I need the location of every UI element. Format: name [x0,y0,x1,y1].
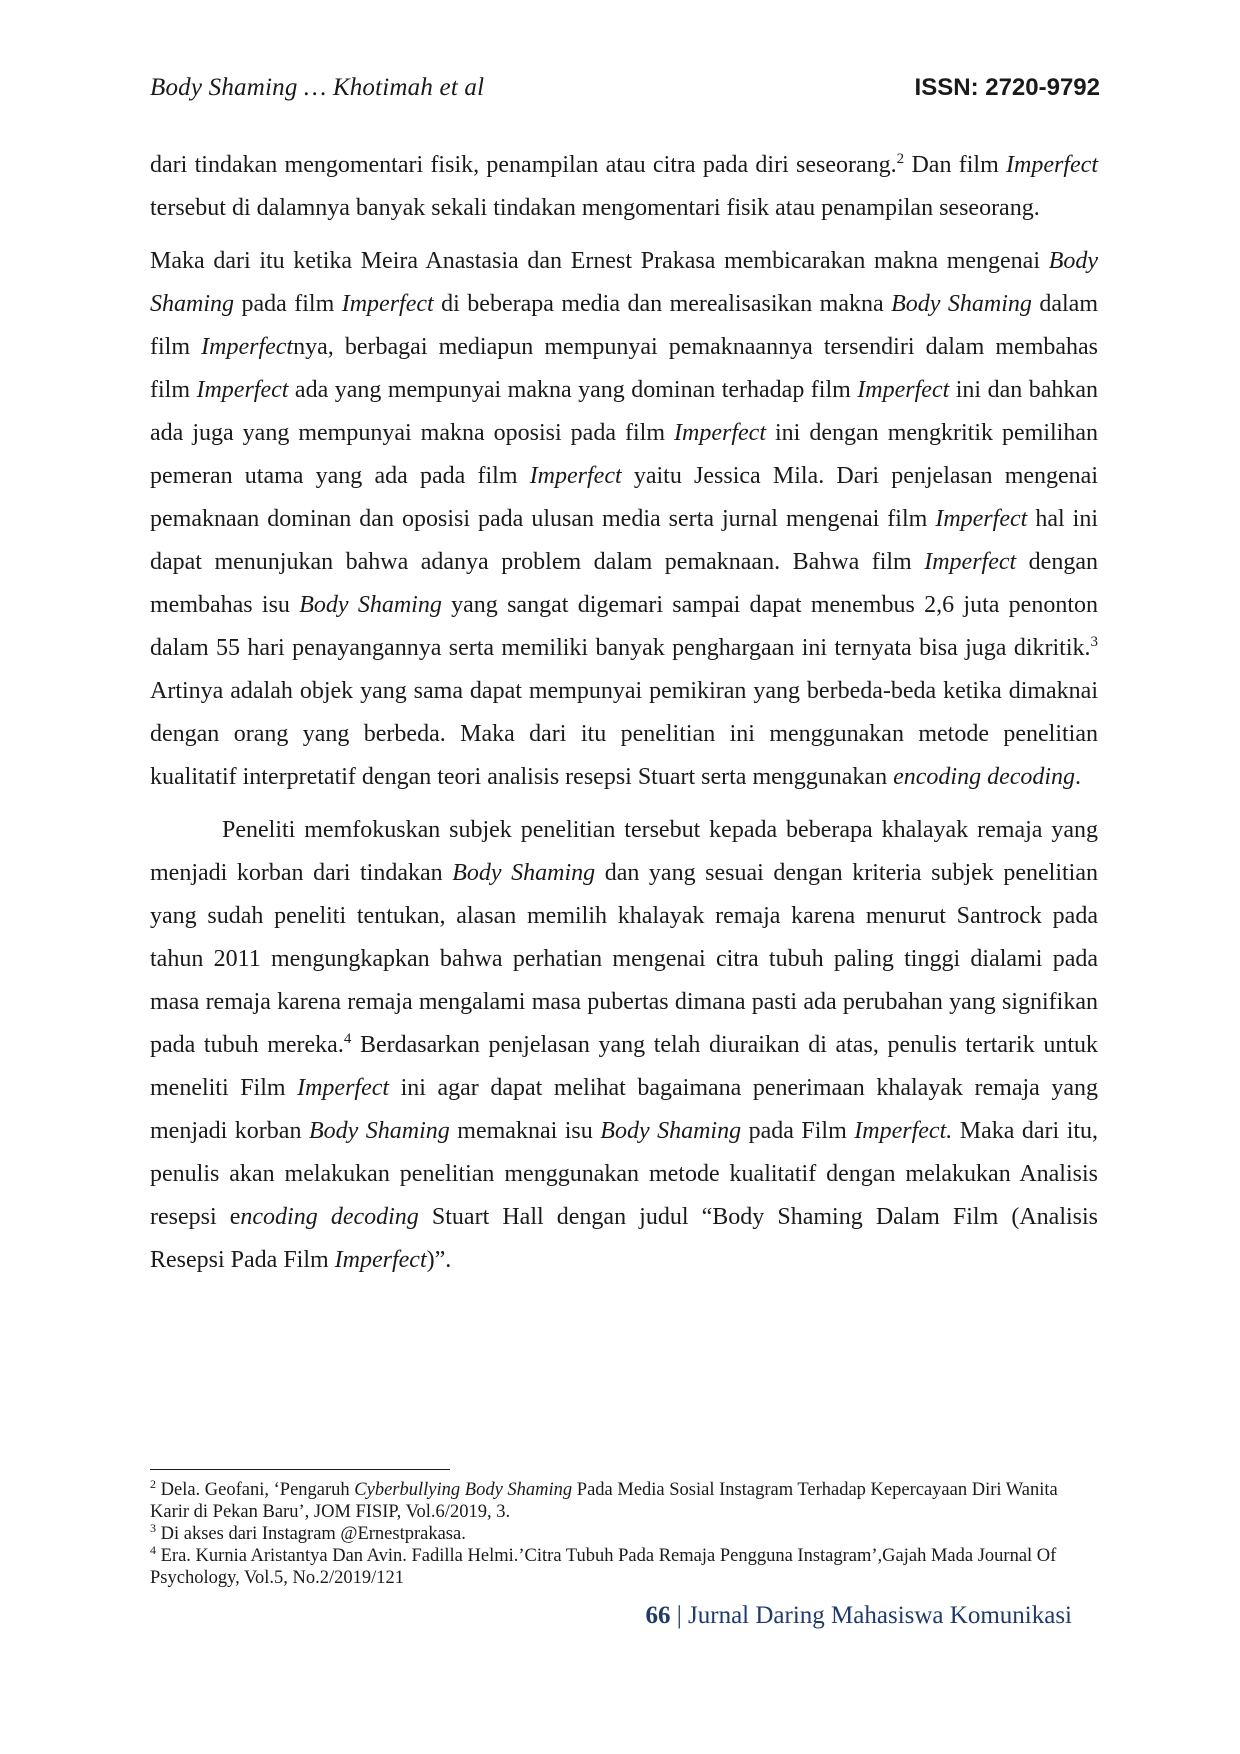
italic-span: Imperfect [297,1075,390,1101]
italic-span: Body Shaming [308,1118,450,1144]
italic-span: Body Shaming [891,291,1032,317]
text-span: berbagai mediapun mempunyai pemaknaannya tersendiri dalam membahas film [150,334,1098,403]
footer-separator: | [670,1602,689,1629]
footnote-number: 4 [150,1542,156,1557]
running-header-title: Body Shaming … Khotimah et al [150,74,485,101]
italic-span: Imperfect [1006,152,1098,178]
text-span: Berdasarkan penjelasan yang telah diuraikan di atas, penulis tertarik untuk meneliti Film [150,1032,1099,1101]
text-span: Maka dari itu, penulis akan melakukan penelitian menggunakan metode kualitatif dengan melakukan Analisis resepsi e [150,1118,1099,1230]
footnotes [150,1476,1100,1589]
text-span: Artinya adalah objek yang sama dapat mempunyai pemikiran yang berbeda-beda ketika dimaknai dengan orang yang berbeda. Maka dari itu penelitian ini menggunakan metode penelitian kualitatif interpretatif dengan teori analisis resepsi Stuart serta menggunakan [150,678,1098,790]
text-span: dan yang sesuai dengan kriteria subjek penelitian yang sudah peneliti tentukan, alasan memilih khalayak remaja karena menurut Santrock pada tahun 2011 mengungkapkan bahwa perhatian mengenai citra tubuh paling tinggi dialami pada masa remaja karena remaja mengalami masa pubertas dimana pasti ada perubahan yang signifikan pada tubuh mereka. [150,860,1098,1058]
footnote-4 [150,1542,1100,1589]
text-span: Dela. Geofani, ‘Pengaruh [156,1480,355,1500]
text-span: ini dengan mengkritik pemilihan pemeran utama yang ada pada film [150,420,1099,489]
italic-span: Body Shaming [299,592,442,618]
italic-span: Cyberbullying Body Shaming [354,1480,573,1500]
text-span: Maka dari itu ketika Meira Anastasia dan Ernest Prakasa membicarakan makna mengenai [150,248,1049,274]
italic-span: encoding decoding [893,764,1076,790]
text-span: Dan film [904,152,1007,178]
journal-name: Jurnal Daring Mahasiswa Komunikasi [688,1602,1072,1629]
paragraph-3 [150,809,1098,1282]
italic-span: Imperfect [924,549,1017,575]
footnote-ref-2: 2 [896,151,905,167]
page-number: 66 [645,1602,671,1629]
paragraph-2 [150,240,1098,799]
text-span: yaitu Jessica Mila. Dari penjelasan mengenai pemaknaan dominan dan oposisi pada ulusan media serta jurnal mengenai film [150,463,1099,532]
footnote-3 [150,1520,1100,1545]
italic-span: Imperfect [201,334,294,360]
footnote-number: 3 [150,1520,156,1535]
italic-span: Imperfect [857,377,950,403]
text-span: dalam film [150,291,1098,360]
text-span: dengan membahas isu [150,549,1098,618]
italic-span: Imperfect [196,377,289,403]
footnote-separator [150,1469,450,1470]
text-span: ada yang mempunyai makna yang dominan terhadap film [288,377,858,403]
text-span: ini dan bahkan ada juga yang mempunyai makna oposisi pada film [150,377,1099,446]
text-span: Pada Media Sosial Instagram Terhadap Kepercayaan Diri Wanita Karir di Pekan Baru’, JOM FISIP, Vol.6/2019, 3. [150,1480,1058,1522]
text-span: yang sangat digemari sampai dapat menembus 2,6 juta penonton dalam 55 hari penayangannya serta memiliki banyak penghargaan ini ternyata bisa juga dikritik. [150,592,1098,661]
text-span: tersebut di dalamnya banyak sekali tindakan mengomentari fisik atau penampilan seseorang. [150,195,1040,221]
italic-span: Body Shaming [452,860,596,886]
italic-span: Imperfect. [854,1118,953,1144]
text-span: dari tindakan mengomentari fisik, penampilan atau citra pada diri seseorang. [150,152,897,178]
italic-span: Imperfect [341,291,434,317]
italic-span: Body Shaming [600,1118,742,1144]
italic-span: ncoding decoding [240,1204,419,1230]
text-span: ini agar dapat melihat bagaimana penerimaan khalayak remaja yang menjadi korban [150,1075,1098,1144]
italic-span: Imperfect [529,463,622,489]
italic-span: Body Shaming [150,248,1098,317]
text-span: hal ini dapat menunjukan bahwa adanya problem dalam pemaknaan. Bahwa film [150,506,1098,575]
italic-span: Imperfect [674,420,766,446]
paragraph-1 [150,144,1098,230]
footnote-2 [150,1476,1100,1523]
text-span: . [1075,764,1082,790]
text-span: nya [293,334,328,360]
footnote-number: 2 [150,1476,156,1491]
text-span: Stuart Hall dengan judul “Body Shaming Dalam Film (Analisis Resepsi Pada Film [150,1204,1099,1273]
text-span: Di akses dari Instagram @Ernestprakasa. [156,1524,466,1544]
italic-span: , [327,334,334,360]
page-footer [646,1602,1072,1630]
text-span: pada Film [741,1118,855,1144]
italic-span: Imperfect [935,506,1028,532]
footnote-ref-3: 3 [1090,634,1098,650]
footnote-ref-4: 4 [343,1031,352,1047]
text-span: )”. [426,1247,452,1273]
text-span: di beberapa media dan merealisasikan makna [433,291,892,317]
text-span: Era. Kurnia Aristantya Dan Avin. Fadilla Helmi.’Citra Tubuh Pada Remaja Pengguna Instagram’,Gajah Mada Journal Of Psychology, Vol.5, No.2/2019/121 [150,1546,1057,1588]
text-span: pada film [234,291,342,317]
text-span: Peneliti memfokuskan subjek penelitian tersebut kepada beberapa khalayak remaja yang menjadi korban dari tindakan [150,817,1098,886]
text-span: memaknai isu [449,1118,601,1144]
body-text [150,144,1098,1282]
running-header-issn: ISSN: 2720-9792 [914,74,1100,101]
italic-span: Imperfect [334,1247,427,1273]
